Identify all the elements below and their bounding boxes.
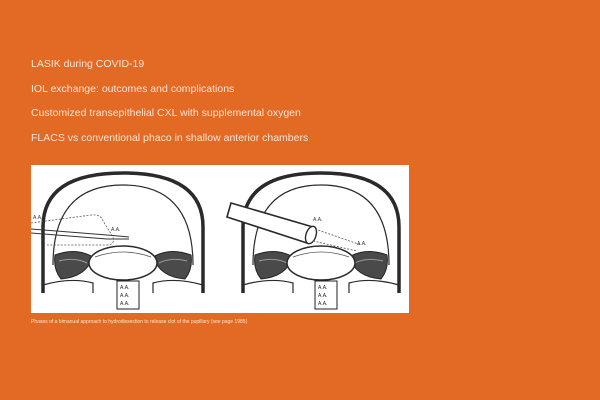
headline-iol-exchange[interactable]: IOL exchange: outcomes and complications [31,82,235,95]
left-box-line-2: A.A. [120,293,130,299]
left-probe-label: A.A. [33,215,43,221]
headline-list [31,58,551,156]
left-box-line-1: A.A. [120,285,130,291]
right-eye-panel [227,173,399,309]
surgical-illustration-svg [31,165,409,313]
right-box-line-3: A.A. [318,301,328,307]
surgical-illustration [31,165,409,313]
right-box-line-2: A.A. [318,293,328,299]
headline-cxl-oxygen[interactable]: Customized transepithelial CXL with supplemental oxygen [31,107,301,119]
right-box-line-1: A.A. [318,285,328,291]
headline-lasik-covid[interactable]: LASIK during COVID-19 [31,58,145,70]
left-eye-panel [31,173,203,309]
figure-caption: Phases of a bimanual approach to hydrodissection to release clot of the pupillary (see page 1985) [31,319,248,325]
headline-flacs-phaco[interactable]: FLACS vs conventional phaco in shallow anterior chambers [31,131,309,144]
right-tip-label: A.A. [357,241,367,247]
right-probe-label: A.A. [313,217,323,223]
left-tip-label: A.A. [111,227,121,233]
left-box-line-3: A.A. [120,301,130,307]
